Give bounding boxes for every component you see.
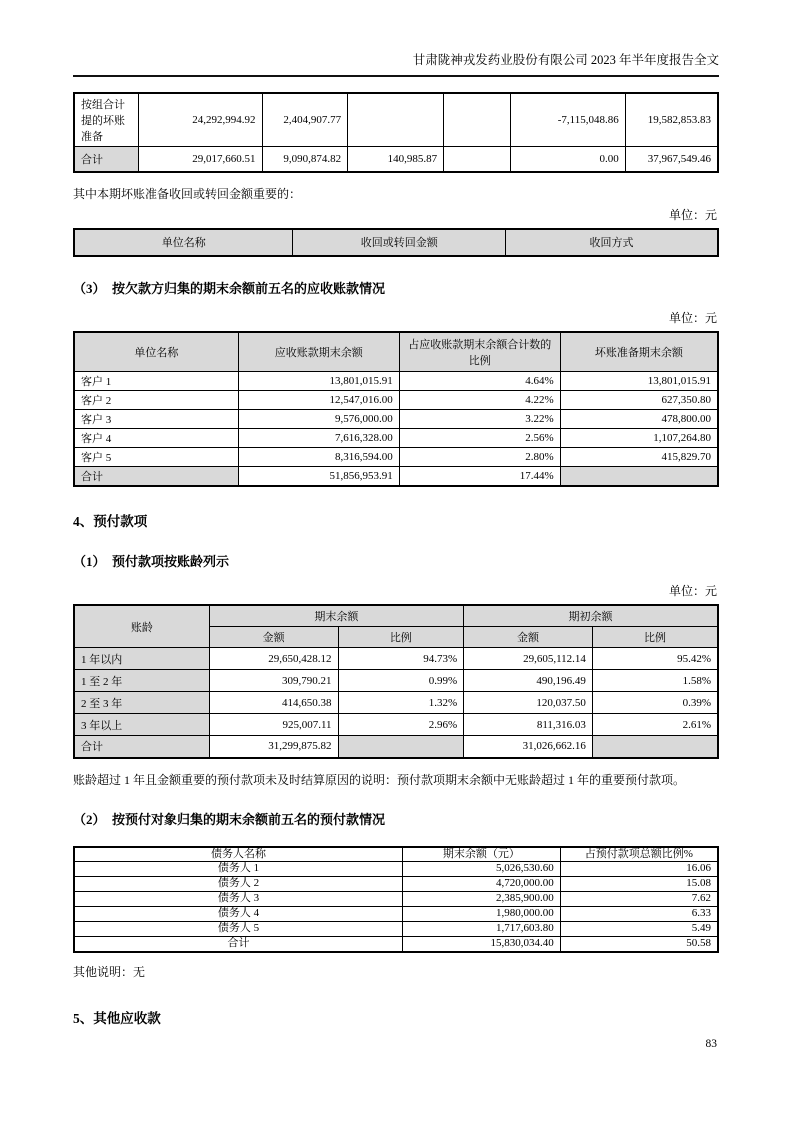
table-cell: 925,007.11 xyxy=(209,714,338,736)
table-cell: 29,017,660.51 xyxy=(138,147,262,172)
table-row xyxy=(74,907,718,922)
table-cell: 9,576,000.00 xyxy=(238,410,399,429)
section-heading-prepayments-top5: （2） 按预付对象归集的期末余额前五名的预付款情况 xyxy=(73,811,386,827)
table-cell: 415,829.70 xyxy=(560,448,718,467)
table-header-cell: 收回方式 xyxy=(505,229,718,256)
table-row-total xyxy=(74,147,718,172)
table-header-row xyxy=(74,605,718,627)
table-cell: 债务人 2 xyxy=(74,877,402,892)
table-cell: 16.06 xyxy=(560,862,718,877)
table-cell: 0.99% xyxy=(338,670,464,692)
table-cell: 5,026,530.60 xyxy=(402,862,560,877)
table-cell: 37,967,549.46 xyxy=(625,147,718,172)
unit-label: 单位：元 xyxy=(668,207,717,222)
table-cell: 3.22% xyxy=(399,410,560,429)
table-cell: 414,650.38 xyxy=(209,692,338,714)
table-cell: 1.58% xyxy=(592,670,718,692)
table-cell: 合计 xyxy=(74,147,138,172)
table-header-cell: 期末余额 xyxy=(209,605,463,627)
table-cell: 1,980,000.00 xyxy=(402,907,560,922)
table-cell xyxy=(348,93,444,147)
table-cell: 17.44% xyxy=(399,467,560,487)
table-row xyxy=(74,410,718,429)
table-cell: 2.56% xyxy=(399,429,560,448)
table-cell: -7,115,048.86 xyxy=(511,93,626,147)
table-header-cell: 占应收账款期末余额合计数的比例 xyxy=(399,332,560,372)
table-cell: 50.58 xyxy=(560,937,718,952)
document-header xyxy=(73,50,719,77)
table-cell: 29,605,112.14 xyxy=(464,648,593,670)
table-cell: 811,316.03 xyxy=(464,714,593,736)
table-cell: 31,026,662.16 xyxy=(464,736,593,758)
table-row-total xyxy=(74,467,718,487)
section-heading-prepayments-aging: （1） 预付款项按账龄列示 xyxy=(73,554,230,569)
table-cell: 客户 5 xyxy=(74,448,238,467)
table-cell: 0.39% xyxy=(592,692,718,714)
table-header-row xyxy=(74,847,718,862)
table-cell: 2,385,900.00 xyxy=(402,892,560,907)
table-header-row xyxy=(74,332,718,372)
table-cell: 7.62 xyxy=(560,892,718,907)
table-row xyxy=(74,448,718,467)
table-cell: 合计 xyxy=(74,937,402,952)
table-header-cell: 比例 xyxy=(338,627,464,648)
receivables-top5-table xyxy=(73,331,719,488)
table-row-total xyxy=(74,937,718,952)
table-header-cell: 单位名称 xyxy=(74,229,293,256)
table-cell: 1,717,603.80 xyxy=(402,922,560,937)
unit-label: 单位：元 xyxy=(668,584,717,598)
table-cell: 4.64% xyxy=(399,372,560,391)
table-row xyxy=(74,922,718,937)
table-cell: 8,316,594.00 xyxy=(238,448,399,467)
page-number: 83 xyxy=(705,1038,717,1050)
table-cell: 客户 4 xyxy=(74,429,238,448)
table-header-cell: 占预付款项总额比例% xyxy=(560,847,718,862)
table-cell xyxy=(560,467,718,487)
table-cell: 客户 2 xyxy=(74,391,238,410)
unit-label: 单位：元 xyxy=(668,310,717,325)
table-row xyxy=(74,648,718,670)
table-cell: 19,582,853.83 xyxy=(625,93,718,147)
table-cell: 140,985.87 xyxy=(348,147,444,172)
table-header-cell: 债务人名称 xyxy=(74,847,402,862)
table-header-cell: 金额 xyxy=(464,627,593,648)
table-cell: 3 年以上 xyxy=(74,714,209,736)
table-header-cell: 应收账款期末余额 xyxy=(238,332,399,372)
table-cell: 29,650,428.12 xyxy=(209,648,338,670)
bad-debt-provision-table xyxy=(73,92,719,173)
table-cell: 120,037.50 xyxy=(464,692,593,714)
table-cell: 627,350.80 xyxy=(560,391,718,410)
table-cell: 按组合计提的坏账准备 xyxy=(74,93,138,147)
table-header-row xyxy=(74,229,718,256)
recovery-table xyxy=(73,228,719,257)
table-cell: 24,292,994.92 xyxy=(138,93,262,147)
table-cell: 债务人 4 xyxy=(74,907,402,922)
aging-note-text: 账龄超过 1 年且金额重要的预付款项未及时结算原因的说明：预付款项期末余额中无账龄超过 1 年的重要预付款项。 xyxy=(73,772,686,787)
table-cell: 12,547,016.00 xyxy=(238,391,399,410)
table-cell xyxy=(444,147,511,172)
table-cell: 13,801,015.91 xyxy=(238,372,399,391)
table-row xyxy=(74,892,718,907)
table-header-cell: 账龄 xyxy=(74,605,209,648)
table-cell: 2.61% xyxy=(592,714,718,736)
recovery-intro-text: 其中本期坏账准备收回或转回金额重要的： xyxy=(73,186,302,201)
table-cell: 2,404,907.77 xyxy=(262,93,348,147)
table-cell: 债务人 3 xyxy=(74,892,402,907)
table-cell: 95.42% xyxy=(592,648,718,670)
table-cell: 0.00 xyxy=(511,147,626,172)
table-header-cell: 期初余额 xyxy=(464,605,718,627)
section-heading-prepayments: 4、预付款项 xyxy=(73,514,148,529)
table-row xyxy=(74,692,718,714)
table-cell: 5.49 xyxy=(560,922,718,937)
table-row xyxy=(74,391,718,410)
table-cell: 1 至 2 年 xyxy=(74,670,209,692)
table-cell: 2 至 3 年 xyxy=(74,692,209,714)
table-cell: 债务人 5 xyxy=(74,922,402,937)
table-header-cell: 期末余额（元） xyxy=(402,847,560,862)
table-cell: 2.96% xyxy=(338,714,464,736)
table-row xyxy=(74,372,718,391)
table-cell: 7,616,328.00 xyxy=(238,429,399,448)
prepayments-aging-table xyxy=(73,604,719,759)
section-heading-other-receivables: 5、其他应收款 xyxy=(73,1011,161,1026)
table-cell: 51,856,953.91 xyxy=(238,467,399,487)
table-cell: 债务人 1 xyxy=(74,862,402,877)
document-title: 甘肃陇神戎发药业股份有限公司 2023 年半年度报告全文 xyxy=(412,53,719,67)
table-header-cell: 金额 xyxy=(209,627,338,648)
table-cell: 13,801,015.91 xyxy=(560,372,718,391)
table-cell: 94.73% xyxy=(338,648,464,670)
table-cell: 6.33 xyxy=(560,907,718,922)
table-cell: 31,299,875.82 xyxy=(209,736,338,758)
table-cell xyxy=(444,93,511,147)
table-row xyxy=(74,862,718,877)
table-row xyxy=(74,714,718,736)
table-cell: 客户 1 xyxy=(74,372,238,391)
table-cell: 4,720,000.00 xyxy=(402,877,560,892)
table-cell: 478,800.00 xyxy=(560,410,718,429)
table-cell: 15,830,034.40 xyxy=(402,937,560,952)
table-cell: 9,090,874.82 xyxy=(262,147,348,172)
table-row-total xyxy=(74,736,718,758)
other-note-text: 其他说明：无 xyxy=(73,965,146,979)
table-header-cell: 收回或转回金额 xyxy=(293,229,506,256)
table-cell xyxy=(338,736,464,758)
section-heading-receivables-top5: （3） 按欠款方归集的期末余额前五名的应收账款情况 xyxy=(73,280,386,296)
table-cell: 4.22% xyxy=(399,391,560,410)
table-header-cell: 坏账准备期末余额 xyxy=(560,332,718,372)
table-row xyxy=(74,93,718,147)
table-cell: 309,790.21 xyxy=(209,670,338,692)
table-cell: 合计 xyxy=(74,467,238,487)
table-row xyxy=(74,429,718,448)
prepayments-top5-table xyxy=(73,846,719,954)
table-header-cell: 比例 xyxy=(592,627,718,648)
table-cell: 1 年以内 xyxy=(74,648,209,670)
table-cell: 合计 xyxy=(74,736,209,758)
table-cell: 490,196.49 xyxy=(464,670,593,692)
table-row xyxy=(74,670,718,692)
table-header-cell: 单位名称 xyxy=(74,332,238,372)
table-cell: 1.32% xyxy=(338,692,464,714)
table-cell: 2.80% xyxy=(399,448,560,467)
table-row xyxy=(74,877,718,892)
table-cell: 1,107,264.80 xyxy=(560,429,718,448)
table-cell: 客户 3 xyxy=(74,410,238,429)
table-cell: 15.08 xyxy=(560,877,718,892)
table-cell xyxy=(592,736,718,758)
